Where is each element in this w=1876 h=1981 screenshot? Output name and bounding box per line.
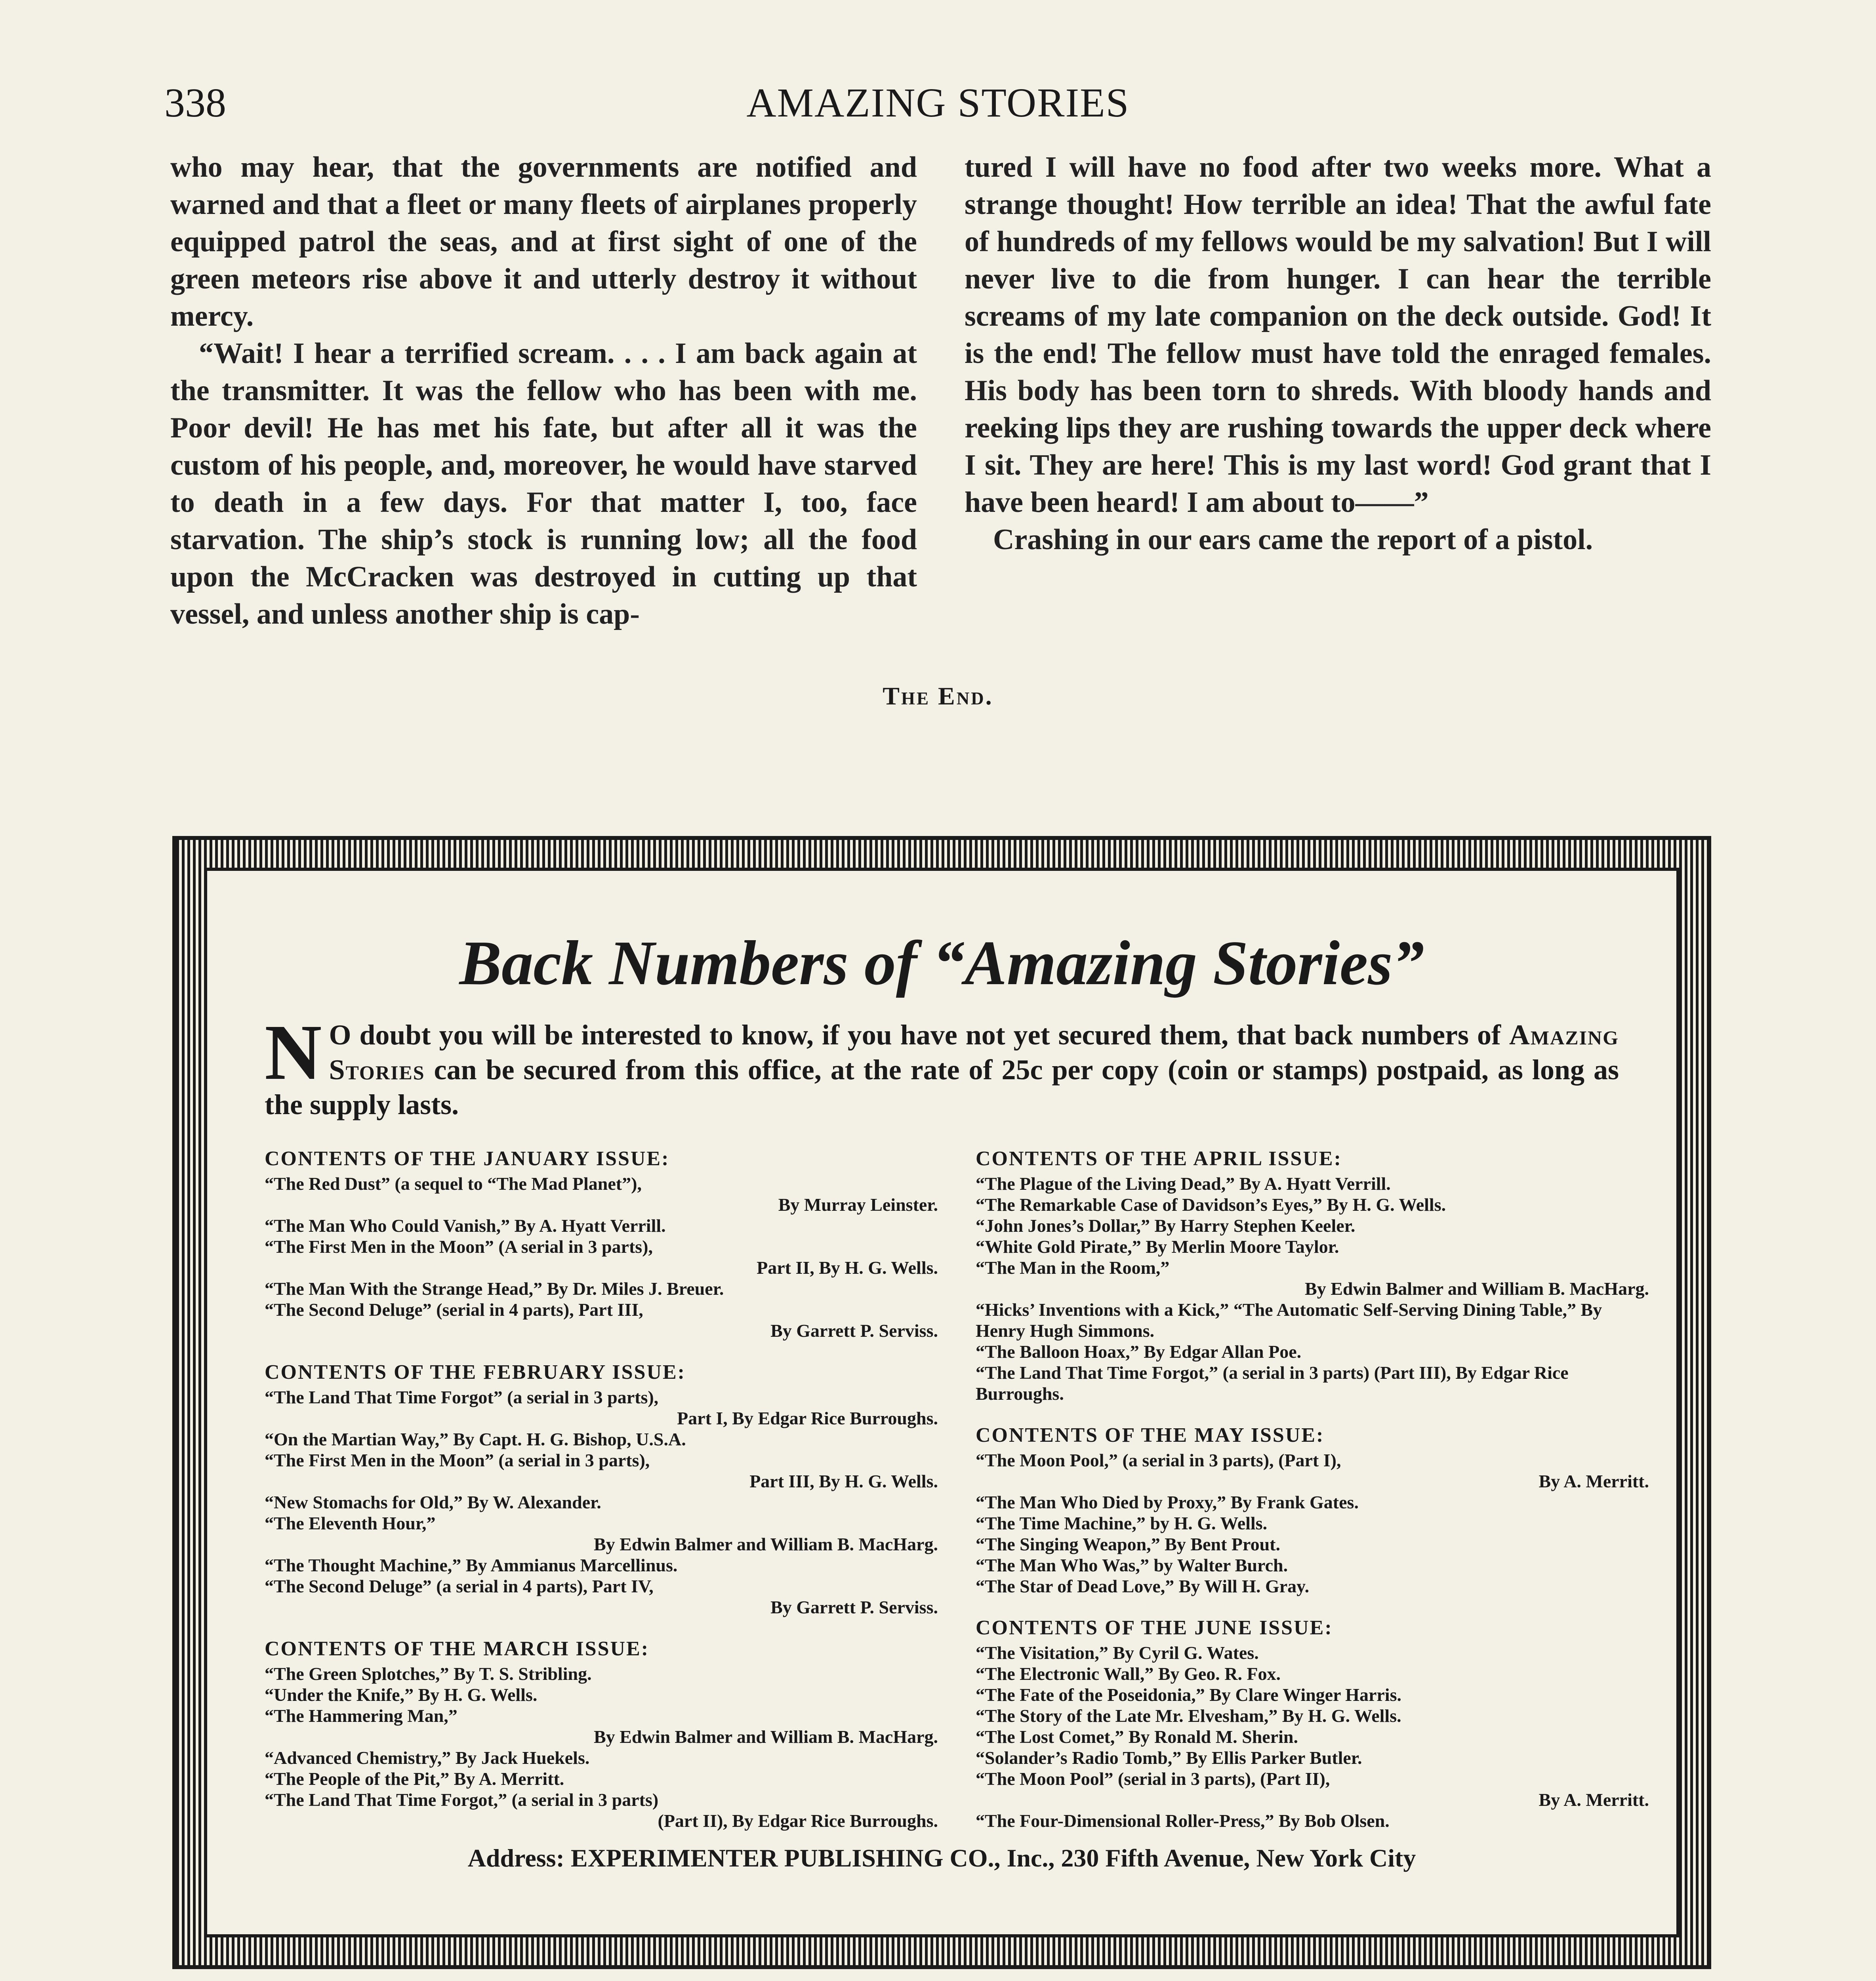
contents-entry: “The Story of the Late Mr. Elvesham,” By H. G. Wells.: [976, 1706, 1401, 1726]
contents-entry: “The Fate of the Poseidonia,” By Clare Winger Harris.: [976, 1685, 1401, 1705]
story-paragraph: “Wait! I hear a terrified scream. . . . I am back again at the transmitter. It was the fellow who has been with me. Poor devil! He has met his fate, but after all it was the custom of his people, and, moreover, he would have starved to death in a few days. For that matter I, too, face starvation. The ship’s stock is running low; all the food upon the McCracken was destroyed in cutting up that vessel, and unless another ship is cap-: [170, 337, 917, 630]
contents-entry: “The Eleventh Hour,” By Edwin Balmer and William B. MacHarg.: [265, 1513, 938, 1554]
story-paragraph: who may hear, that the governments are notified and warned and that a fleet or many fleets of airplanes properly equipped patrol the seas, and at first sight of one of the green meteors rise above it and utterly destroy it without mercy.: [170, 151, 917, 332]
contents-entry: “The Thought Machine,” By Ammianus Marcellinus.: [265, 1555, 678, 1575]
contents-entry: “The Man Who Died by Proxy,” By Frank Gates.: [976, 1492, 1359, 1512]
issue-heading: CONTENTS OF THE MARCH ISSUE:: [265, 1637, 650, 1660]
back-numbers-ad: [172, 836, 1711, 1969]
contents-entry: “John Jones’s Dollar,” By Harry Stephen Keeler.: [976, 1216, 1356, 1236]
back-numbers-title: Back Numbers of “Amazing Stories”: [459, 928, 1424, 998]
contents-entry: “The Red Dust” (a sequel to “The Mad Planet”), By Murray Leinster.: [265, 1174, 938, 1215]
contents-entry: “The Land That Time Forgot,” (a serial in 3 parts) (Part III), By Edgar Rice Burroughs.: [976, 1363, 1569, 1404]
contents-entry: “The Green Splotches,” By T. S. Stribling.: [265, 1664, 592, 1684]
back-numbers-intro: [265, 1009, 1619, 1122]
intro-text: O doubt you will be interested to know, if you have not yet secured them, that back numbers of: [329, 1019, 1509, 1051]
contents-entry: “White Gold Pirate,” By Merlin Moore Taylor.: [976, 1237, 1339, 1257]
issue-heading: CONTENTS OF THE JUNE ISSUE:: [976, 1616, 1333, 1639]
contents-entry: “The First Men in the Moon” (A serial in 3 parts), Part II, By H. G. Wells.: [265, 1237, 938, 1278]
issue-march: [265, 1638, 938, 1831]
story-column-right: [965, 149, 1711, 558]
contents-entry: “The Plague of the Living Dead,” By A. Hyatt Verrill.: [976, 1174, 1391, 1194]
contents-entry: “The Second Deluge” (serial in 4 parts), Part III, By Garrett P. Serviss.: [265, 1300, 938, 1341]
publisher-address: Address: EXPERIMENTER PUBLISHING CO., Inc., 230 Fifth Avenue, New York City: [467, 1844, 1416, 1872]
issue-heading: CONTENTS OF THE FEBRUARY ISSUE:: [265, 1361, 686, 1384]
story-paragraph: Crashing in our ears came the report of a pistol.: [993, 523, 1593, 556]
drop-cap: N: [265, 1009, 322, 1096]
the-end-label: The End.: [883, 682, 993, 710]
issue-february: [265, 1362, 938, 1618]
page-number: 338: [164, 80, 226, 126]
intro-text: can be secured from this office, at the rate of 25c per copy (coin or stamps) postpaid, as long as the supply lasts.: [265, 1054, 1619, 1120]
running-header: [0, 79, 1876, 139]
contents-entry: “The Man in the Room,” By Edwin Balmer and William B. MacHarg.: [976, 1258, 1649, 1299]
contents-entry: “The Second Deluge” (a serial in 4 parts), Part IV, By Garrett P. Serviss.: [265, 1576, 938, 1617]
contents-entry: “The Land That Time Forgot,” (a serial in 3 parts) (Part II), By Edgar Rice Burroughs.: [265, 1790, 938, 1831]
contents-entry: “The Man With the Strange Head,” By Dr. Miles J. Breuer.: [265, 1279, 724, 1299]
contents-entry: “The Electronic Wall,” By Geo. R. Fox.: [976, 1664, 1281, 1684]
running-title: AMAZING STORIES: [746, 80, 1130, 126]
intro-magazine-name: Amazing Stories: [329, 1019, 1619, 1086]
contents-entry: “The People of the Pit,” By A. Merritt.: [265, 1769, 564, 1789]
contents-entry: “The Four-Dimensional Roller-Press,” By Bob Olsen.: [976, 1811, 1390, 1831]
contents-entry: “The Lost Comet,” By Ronald M. Sherin.: [976, 1727, 1298, 1747]
contents-entry: “The Star of Dead Love,” By Will H. Gray.: [976, 1576, 1310, 1596]
issue-heading: CONTENTS OF THE APRIL ISSUE:: [976, 1147, 1342, 1170]
issue-june: [976, 1617, 1649, 1831]
contents-entry: “Advanced Chemistry,” By Jack Huekels.: [265, 1748, 590, 1768]
story-paragraph: tured I will have no food after two weeks more. What a strange thought! How terrible an idea! That the awful fate of hundreds of my fellows would be my salvation! But I will never live to die from hunger. I can hear the terrible screams of my late companion on the deck outside. God! It is the end! The fellow must have told the enraged females. His body has been torn to shreds. With bloody hands and reeking lips they are rushing towards the upper deck where I sit. They are here! This is my last word! God grant that I have been heard! I am about to——”: [965, 151, 1711, 519]
contents-entry: “On the Martian Way,” By Capt. H. G. Bishop, U.S.A.: [265, 1429, 686, 1449]
contents-column-left: [265, 1148, 938, 1852]
issue-january: [265, 1148, 938, 1341]
contents-entry: “The Balloon Hoax,” By Edgar Allan Poe.: [976, 1342, 1302, 1362]
contents-entry: “The Singing Weapon,” By Bent Prout.: [976, 1534, 1280, 1554]
contents-entry: “The Time Machine,” by H. G. Wells.: [976, 1513, 1268, 1533]
contents-entry: “The Moon Pool,” (a serial in 3 parts), (Part I), By A. Merritt.: [976, 1450, 1649, 1491]
back-numbers-panel: [204, 868, 1680, 1937]
issue-heading: CONTENTS OF THE JANUARY ISSUE:: [265, 1147, 670, 1170]
contents-entry: “The Visitation,” By Cyril G. Wates.: [976, 1643, 1259, 1663]
contents-entry: “The Moon Pool” (serial in 3 parts), (Part II), By A. Merritt.: [976, 1769, 1649, 1810]
contents-column-right: [976, 1148, 1649, 1852]
contents-entry: “Solander’s Radio Tomb,” By Ellis Parker Butler.: [976, 1748, 1362, 1768]
contents-entry: “New Stomachs for Old,” By W. Alexander.: [265, 1492, 601, 1512]
contents-entry: “The Land That Time Forgot” (a serial in 3 parts), Part I, By Edgar Rice Burroughs.: [265, 1387, 938, 1428]
story-column-left: [170, 149, 917, 633]
issue-may: [976, 1425, 1649, 1597]
story-text: [170, 149, 1711, 650]
contents-entry: “The Man Who Was,” by Walter Burch.: [976, 1555, 1288, 1575]
contents-entry: “The Man Who Could Vanish,” By A. Hyatt Verrill.: [265, 1216, 666, 1236]
issue-heading: CONTENTS OF THE MAY ISSUE:: [976, 1424, 1325, 1447]
contents-entry: “Hicks’ Inventions with a Kick,” “The Automatic Self-Serving Dining Table,” By Henry Hugh Simmons.: [976, 1300, 1602, 1341]
contents-entry: “The Hammering Man,” By Edwin Balmer and William B. MacHarg.: [265, 1706, 938, 1747]
contents-entry: “Under the Knife,” By H. G. Wells.: [265, 1685, 538, 1705]
contents-entry: “The Remarkable Case of Davidson’s Eyes,” By H. G. Wells.: [976, 1195, 1446, 1215]
contents-entry: “The First Men in the Moon” (a serial in 3 parts), Part III, By H. G. Wells.: [265, 1450, 938, 1491]
issue-april: [976, 1148, 1649, 1404]
